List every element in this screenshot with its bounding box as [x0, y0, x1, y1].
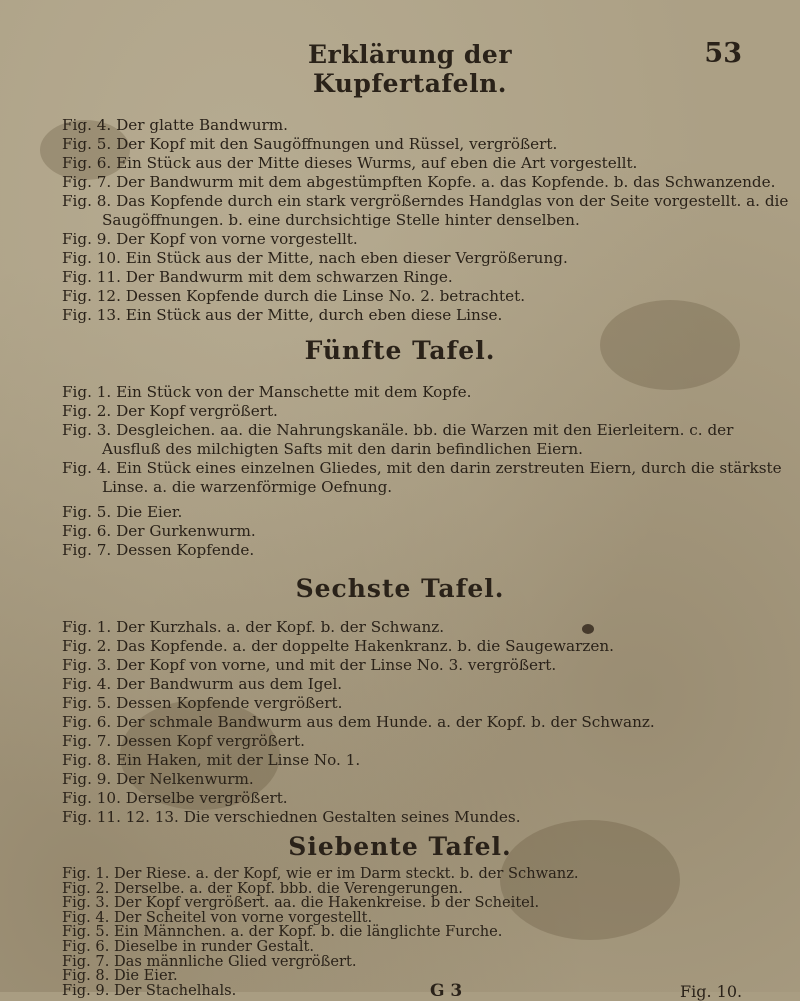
figure-caption: Fig. 3. Der Kopf vergrößert. aa. die Hakenkreise. b der Scheitel. — [62, 894, 540, 912]
figure-caption: Fig. 6. Ein Stück aus der Mitte dieses Wurms, auf eben die Art vorgestellt. — [62, 154, 638, 172]
figure-caption: Fig. 13. Ein Stück aus der Mitte, durch eben diese Linse. — [62, 306, 503, 324]
section-title: Sechste Tafel. — [295, 574, 505, 603]
figure-caption: Fig. 9. Der Nelkenwurm. — [62, 770, 254, 788]
figure-caption: Fig. 7. Der Bandwurm mit dem abgestümpften Kopfe. a. das Kopfende. b. das Schwanzende. — [62, 173, 776, 191]
figure-caption: Fig. 12. Dessen Kopfende durch die Linse No. 2. betrachtet. — [62, 287, 526, 305]
figure-caption: Fig. 9. Der Stachelhals. — [62, 981, 237, 999]
figure-caption: Fig. 1. Ein Stück von der Manschette mit dem Kopfe. — [62, 383, 472, 401]
figure-caption: Fig. 7. Dessen Kopfende. — [62, 541, 255, 559]
figure-caption: Fig. 8. Das Kopfende durch ein stark vergrößerndes Handglas von der Seite vorgestellt. a. die — [62, 192, 789, 210]
figure-caption: Fig. 4. Der Scheitel von vorne vorgestellt. — [62, 908, 373, 926]
signature-mark: G 3 — [430, 980, 463, 1001]
figure-caption: Fig. 11. Der Bandwurm mit dem schwarzen Ringe. — [62, 268, 453, 286]
figure-caption: Fig. 7. Dessen Kopf vergrößert. — [62, 732, 305, 750]
figure-caption: Fig. 8. Ein Haken, mit der Linse No. 1. — [62, 751, 361, 769]
figure-caption: Fig. 10. Derselbe vergrößert. — [62, 789, 288, 807]
figure-caption: Fig. 4. Ein Stück eines einzelnen Gliedes, mit den darin zerstreuten Eiern, durch die stärkste — [62, 459, 782, 477]
figure-caption: Fig. 2. Derselbe. a. der Kopf. bbb. die Verengerungen. — [62, 879, 463, 897]
figure-caption: Fig. 6. Der schmale Bandwurm aus dem Hunde. a. der Kopf. b. der Schwanz. — [62, 713, 655, 731]
figure-caption: Fig. 3. Desgleichen. aa. die Nahrungskanäle. bb. die Warzen mit den Eierleitern. c. der — [62, 421, 734, 439]
page-number: 53 — [704, 38, 742, 69]
figure-caption: Fig. 5. Der Kopf mit den Saugöffnungen und Rüssel, vergrößert. — [62, 135, 558, 153]
figure-caption: Fig. 7. Das männliche Glied vergrößert. — [62, 952, 357, 970]
figure-caption: Fig. 4. Der Bandwurm aus dem Igel. — [62, 675, 343, 693]
section-title: Siebente Tafel. — [288, 832, 512, 861]
section-title: Fünfte Tafel. — [304, 336, 496, 365]
figure-caption: Fig. 4. Der glatte Bandwurm. — [62, 116, 288, 134]
page-title: Erklärung der Kupfertafeln. — [307, 40, 512, 98]
figure-caption: Fig. 11. 12. 13. Die verschiednen Gestalten seines Mundes. — [62, 808, 521, 826]
figure-caption: Fig. 5. Ein Männchen. a. der Kopf. b. die länglichte Furche. — [62, 923, 503, 941]
figure-caption: Fig. 5. Die Eier. — [62, 503, 183, 521]
page-header — [0, 38, 800, 98]
figure-caption-continuation: Saugöffnungen. b. eine durchsichtige Stelle hinter denselben. — [102, 211, 580, 229]
figure-caption: Fig. 3. Der Kopf von vorne, und mit der Linse No. 3. vergrößert. — [62, 656, 557, 674]
figure-caption: Fig. 8. Die Eier. — [62, 967, 178, 985]
figure-caption: Fig. 1. Der Kurzhals. a. der Kopf. b. der Schwanz. — [62, 618, 445, 636]
figure-caption: Fig. 9. Der Kopf von vorne vorgestellt. — [62, 230, 358, 248]
figure-caption: Fig. 6. Der Gurkenwurm. — [62, 522, 256, 540]
figure-caption-continuation: Ausfluß des milchigten Safts mit den darin befindlichen Eiern. — [102, 440, 584, 458]
figure-caption: Fig. 6. Dieselbe in runder Gestalt. — [62, 938, 314, 955]
figure-caption: Fig. 2. Das Kopfende. a. der doppelte Hakenkranz. b. die Saugewarzen. — [62, 637, 614, 655]
figure-caption: Fig. 2. Der Kopf vergrößert. — [62, 402, 278, 420]
figure-label: Fig. 10. — [680, 981, 743, 1001]
figure-caption-continuation: Linse. a. die warzenförmige Oefnung. — [102, 478, 393, 496]
figure-caption: Fig. 5. Dessen Kopfende vergrößert. — [62, 694, 343, 712]
figure-caption: Fig. 10. Ein Stück aus der Mitte, nach eben dieser Vergrößerung. — [62, 249, 568, 267]
figure-caption: Fig. 1. Der Riese. a. der Kopf, wie er im Darm steckt. b. der Schwanz. — [62, 865, 579, 882]
ink-blot — [582, 624, 594, 634]
